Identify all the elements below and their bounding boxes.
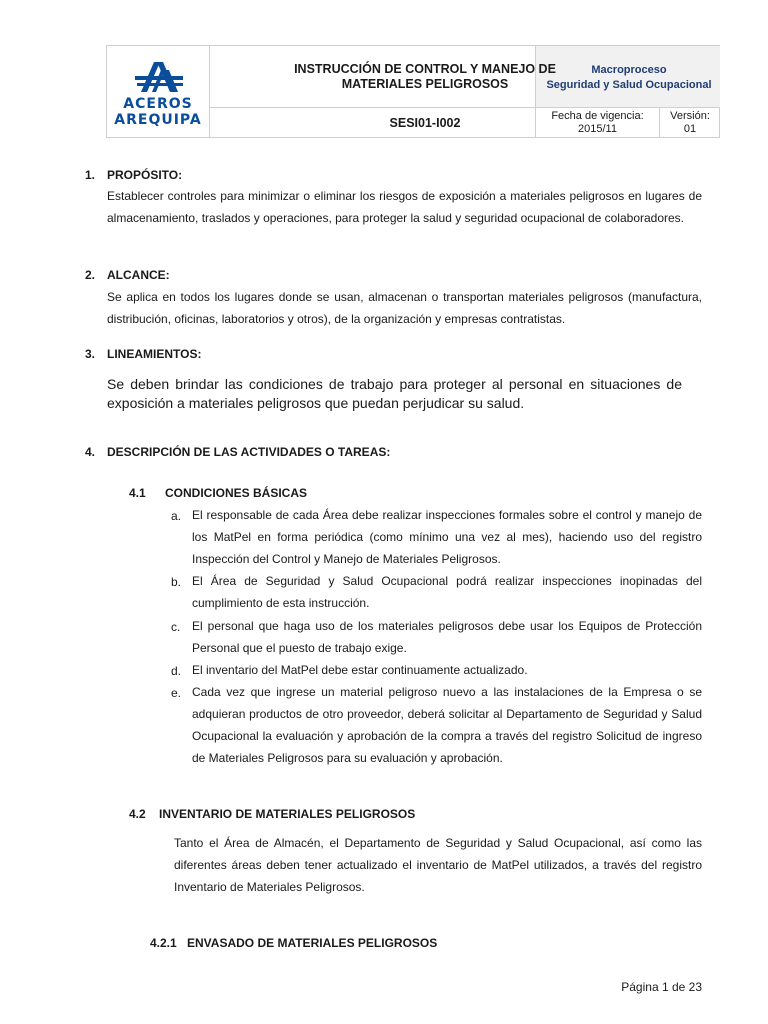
section-text-lineamientos: Se deben brindar las condiciones de trabajo para proteger al personal en situaciones de exposición a materiales peligrosos que puedan perjudicar su salud.: [107, 376, 682, 411]
section-heading-proposito: PROPÓSITO:: [107, 168, 183, 182]
section-heading-alcance: ALCANCE:: [107, 268, 170, 282]
company-logo: [107, 46, 209, 137]
subsection-heading-condiciones: CONDICIONES BÁSICAS: [165, 486, 308, 500]
list-item: El responsable de cada Área debe realizar inspecciones formales sobre el control y manejo de los MatPel en forma periódica (como mínimo una vez al mes), haciendo uso del registro Inspección del Control y Manejo de Materiales Peligrosos.: [192, 508, 702, 566]
subsection-number: 4.2: [129, 807, 146, 821]
list-item: El personal que haga uso de los materiales peligrosos debe usar los Equipos de Protección Personal que el puesto de trabajo exige.: [192, 619, 702, 655]
section-number: 3.: [85, 347, 96, 361]
version-value: 01: [683, 123, 697, 135]
section-text-proposito: Establecer controles para minimizar o eliminar los riesgos de exposición a materiales peligrosos en lugares de almacenamiento, traslados y operaciones, para proteger la salud y seguridad ocupacional de colaboradores.: [107, 189, 702, 225]
subsubsection-heading-envasado: ENVASADO DE MATERIALES PELIGROSOS: [187, 936, 438, 950]
version-label: Versión:: [670, 110, 710, 122]
list-item: El inventario del MatPel debe estar continuamente actualizado.: [192, 663, 528, 677]
macroproceso-label: Macroproceso: [591, 64, 667, 76]
section-number: 1.: [85, 168, 96, 182]
list-item-letter: a.: [171, 509, 182, 523]
document-header: [106, 45, 720, 138]
version: [660, 108, 720, 137]
document-code: SESI01-I002: [389, 115, 461, 130]
macroproceso: [537, 63, 721, 93]
fecha-vigencia: [536, 108, 659, 137]
list-item-letter: e.: [171, 686, 182, 700]
title-line-2: MATERIALES PELIGROSOS: [341, 76, 509, 91]
subsection-heading-inventario: INVENTARIO DE MATERIALES PELIGROSOS: [159, 807, 416, 821]
section-heading-lineamientos: LINEAMIENTOS:: [107, 347, 202, 361]
subsection-text-inventario: Tanto el Área de Almacén, el Departamento de Seguridad y Salud Ocupacional, así como las diferentes áreas deben tener actualizado el inventario de MatPel utilizados, a través del registro Inventario de Materiales Peligrosos.: [174, 836, 702, 894]
title-line-1: INSTRUCCIÓN DE CONTROL Y MANEJO DE: [294, 61, 556, 76]
section-number: 4.: [85, 445, 96, 459]
macroproceso-value: Seguridad y Salud Ocupacional: [546, 79, 712, 91]
section-number: 2.: [85, 268, 96, 282]
list-item: Cada vez que ingrese un material peligroso nuevo a las instalaciones de la Empresa o se adquieran productos de otro proveedor, deberá solicitar al Departamento de Seguridad y Salud Ocupacional la evaluación y aprobación de la compra a través del registro Solicitud de ingreso de Materiales Peligrosos para su evaluación y aprobación.: [192, 685, 702, 765]
list-item-letter: d.: [171, 664, 182, 678]
list-item: El Área de Seguridad y Salud Ocupacional podrá realizar inspecciones inopinadas del cumplimiento de esta instrucción.: [192, 574, 702, 610]
section-heading-descripcion: DESCRIPCIÓN DE LAS ACTIVIDADES O TAREAS:: [107, 445, 391, 459]
logo-text-arequipa: AREQUIPA: [114, 112, 202, 128]
list-item-letter: c.: [171, 620, 181, 634]
logo-text-aceros: ACEROS: [123, 96, 193, 112]
fecha-value: 2015/11: [578, 123, 617, 135]
fecha-label: Fecha de vigencia:: [551, 110, 644, 122]
section-text-alcance: Se aplica en todos los lugares donde se usan, almacenan o transportan materiales peligrosos (manufactura, distribución, oficinas, laboratorios y otros), de la organización y empresas contratistas.: [107, 290, 702, 326]
subsubsection-number: 4.2.1: [150, 936, 177, 950]
subsection-number: 4.1: [129, 486, 146, 500]
page-number: Página 1 de 23: [621, 980, 702, 994]
list-item-letter: b.: [171, 575, 182, 589]
